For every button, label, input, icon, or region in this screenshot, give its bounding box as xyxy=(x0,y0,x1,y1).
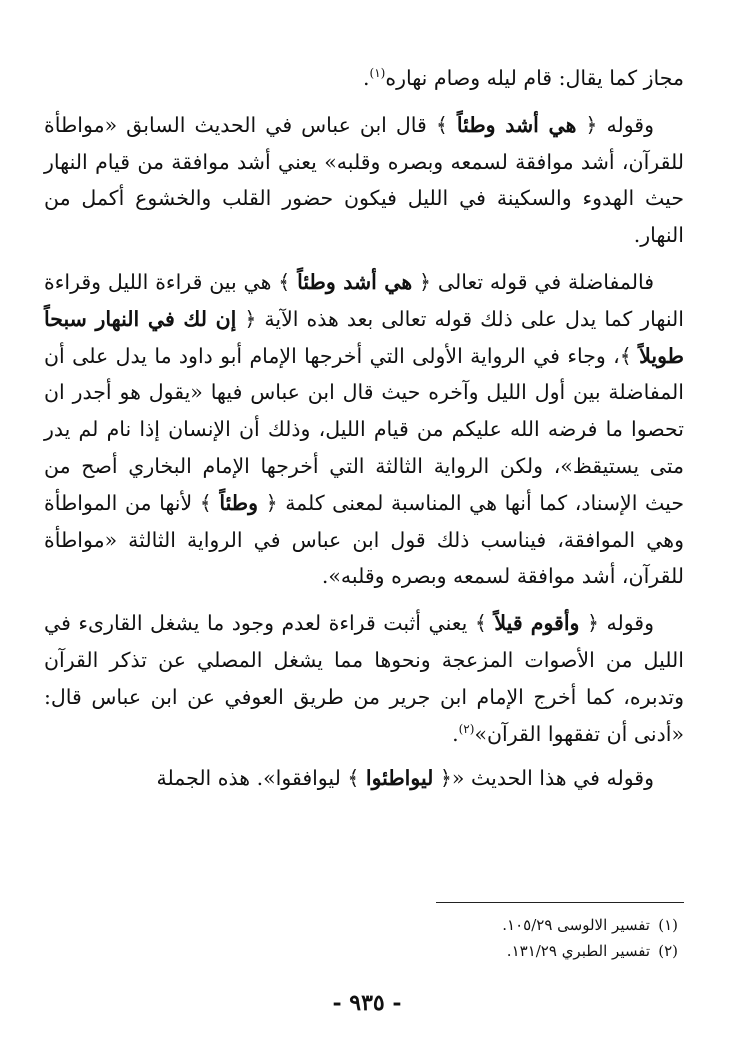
footnote-1 xyxy=(278,912,678,938)
footnote-number: (١) xyxy=(658,916,678,934)
footnote-2 xyxy=(278,938,678,964)
footnote-number: (٢) xyxy=(658,942,678,960)
paragraph-3-text: ﴾ هي بين قراءة الليل وقراءة النهار كما يدل على ذلك قوله تعالى بعد هذه الآية ﴿ xyxy=(44,269,684,331)
quran-quote: هي أشد وطئاً xyxy=(456,112,577,137)
paragraph-4-text: وقوله ﴿ xyxy=(579,611,654,636)
page-number: - ٩٣٥ - xyxy=(332,990,402,1016)
paragraph-3-text: فالمفاضلة في قوله تعالى ﴿ xyxy=(412,269,655,294)
paragraph-1-text: مجاز كما يقال: قام ليله وصام نهاره xyxy=(385,66,684,90)
quran-quote: هي أشد وطئاً xyxy=(297,269,413,294)
paragraph-3-text: ﴾، وجاء في الرواية الأولى التي أخرجها الإمام أبو داود ما يدل على أن المفاضلة بين أول الليل وآخره حيث قال ابن عباس فيها «يقول هو أجدر ان تحصوا ما فرضه الله عليكم من قيام الليل، وذلك أن الإنسان إذا نام لم يدر متى يستيقظ»، ولكن الرواية الثالثة التي أخرجها الإمام البخاري أصح من حيث الإسناد، كما أنها هي المناسبة لمعنى كلمة ﴿ xyxy=(44,343,685,515)
paragraph-4 xyxy=(44,605,684,752)
footnotes xyxy=(278,912,678,964)
paragraph-3 xyxy=(44,264,684,595)
paragraph-5 xyxy=(44,760,684,797)
paragraph-3-text: ﴾ لأنها من المواطأة وهي الموافقة، فيناسب ذلك قول ابن عباس في الرواية الثالثة «مواطأة للقرآن، أشد موافقة لسمعه وبصره وقلبه». xyxy=(44,490,684,589)
paragraph-2-text: وقوله ﴿ xyxy=(576,112,655,137)
quran-quote: إن لك في النهار سبحاً طويلاً xyxy=(44,306,684,368)
footnote-text: تفسير الطبري ١٣١/٢٩. xyxy=(506,942,650,960)
paragraph-4-text: ﴾ يعني أثبت قراءة لعدم وجود ما يشغل القارىء في الليل من الأصوات المزعجة ونحوها مما يشغل المصلي عن تذكر القرآن وتدبره، كما أخرج الإمام ابن جرير من طريق العوفي عن ابن عباس قال: «أدنى أن تفقهوا القرآن» xyxy=(44,611,684,746)
footnote-ref-2: (٢) xyxy=(458,721,475,736)
paragraph-5-text: ﴾ ليوافقوا». هذه الجملة xyxy=(156,766,366,791)
paragraph-1-end: . xyxy=(362,66,370,90)
quran-quote: وطئاً xyxy=(219,490,259,515)
paragraph-5-text: وقوله في هذا الحديث «﴿ xyxy=(433,766,654,791)
paragraph-2-text: ﴾ قال ابن عباس في الحديث السابق «مواطأة للقرآن، أشد موافقة لسمعه وبصره وقلبه» يعني أشد موافقة من قيام النهار حيث الهدوء والسكينة في الليل فيكون حضور القلب والخشوع أكمل من النهار. xyxy=(44,112,684,248)
footnote-ref-1: (١) xyxy=(369,66,386,81)
main-text xyxy=(44,60,684,797)
paragraph-4-end: . xyxy=(452,721,459,746)
quran-quote: وأقوم قيلاً xyxy=(494,611,580,636)
footnote-text: تفسير الالوسى ١٠٥/٢٩. xyxy=(502,916,650,934)
paragraph-1 xyxy=(44,60,684,97)
footnote-divider xyxy=(436,902,684,903)
quran-quote: ليواطئوا xyxy=(365,766,434,791)
paragraph-2 xyxy=(44,107,684,254)
